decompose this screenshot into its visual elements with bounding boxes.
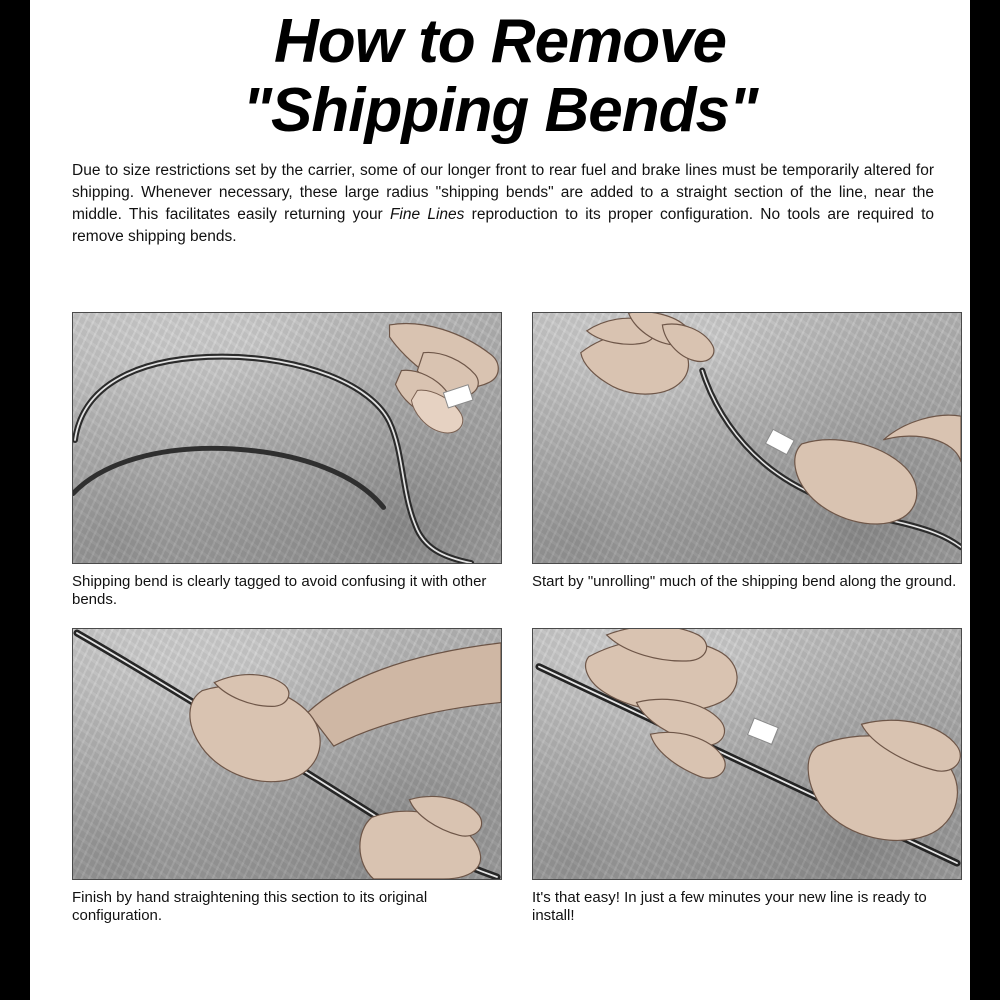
step-4 bbox=[532, 628, 962, 926]
step-1-illustration bbox=[73, 313, 501, 563]
poster-sheet bbox=[30, 0, 970, 1000]
step-2-caption: Start by "unrolling" much of the shipping bend along the ground. bbox=[532, 573, 957, 590]
step-2-photo bbox=[532, 312, 962, 564]
steps-row-top bbox=[30, 312, 970, 610]
step-1 bbox=[72, 312, 502, 610]
step-1-photo bbox=[72, 312, 502, 564]
step-3-photo bbox=[72, 628, 502, 880]
step-3 bbox=[72, 628, 502, 926]
intro-paragraph: Due to size restrictions set by the carrier, some of our longer front to rear fuel and brake lines must be temporarily altered for shipping. Whenever necessary, these large radius "shipping bends" are added to a straight section of the line, near the middle. This facilitates easily returning your Fine Lines reproduction to its proper configuration. No tools are required to remove shipping bends. bbox=[72, 161, 935, 245]
step-3-illustration bbox=[73, 629, 501, 879]
step-4-photo bbox=[532, 628, 962, 880]
intro-emphasis: Fine Lines bbox=[389, 205, 465, 223]
steps-grid bbox=[30, 312, 970, 925]
step-4-caption: It's that easy! In just a few minutes your new line is ready to install! bbox=[532, 888, 927, 924]
step-1-caption: Shipping bend is clearly tagged to avoid confusing it with other bends. bbox=[72, 573, 487, 609]
page-title-line-1: How to Remove bbox=[273, 7, 727, 76]
step-4-illustration bbox=[533, 629, 961, 879]
step-2-illustration bbox=[533, 313, 961, 563]
steps-row-bottom bbox=[30, 628, 970, 926]
step-2 bbox=[532, 312, 962, 610]
page-title-line-2: "Shipping Bends" bbox=[242, 75, 758, 145]
title-block bbox=[30, 0, 970, 145]
step-3-caption: Finish by hand straightening this section to its original configuration. bbox=[72, 888, 428, 924]
